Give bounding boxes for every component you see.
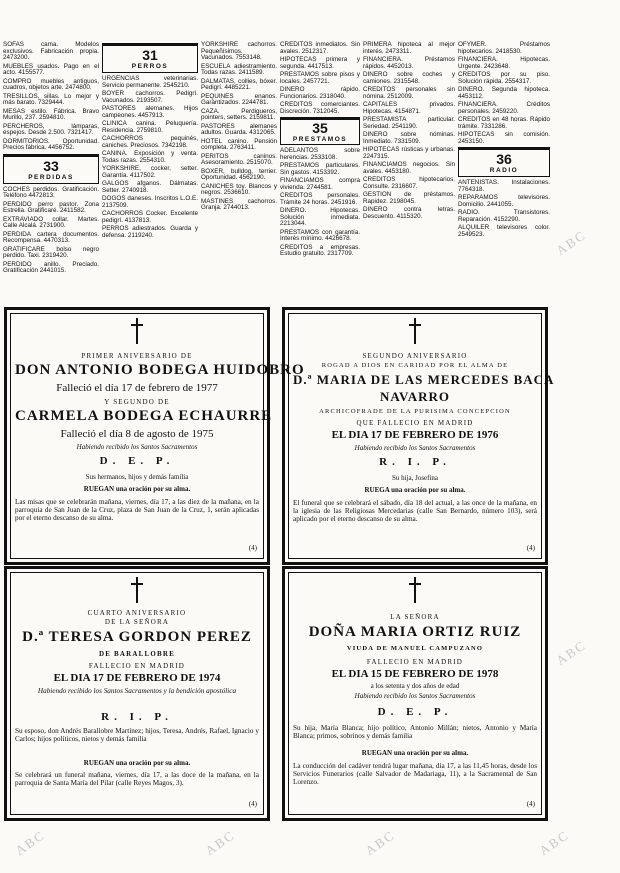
cross-icon	[409, 577, 421, 603]
classified-column-5	[363, 42, 455, 304]
classified-ad-text: YORKSHIRE, cocker, setter. Garantía. 4117502.	[102, 165, 198, 179]
classified-list-radio	[458, 180, 550, 238]
classified-ad	[201, 184, 277, 197]
classified-ad-text: CAPITALES privados. Hipotecas. 4154871.	[363, 101, 455, 115]
family: Sus hermanos, hijos y demás familia	[85, 473, 189, 481]
rip: R. I. P.	[379, 456, 451, 468]
classified-ad	[458, 180, 550, 193]
classified-ad	[102, 106, 198, 119]
classified-ad-text: DORMITORIOS. Oportunidad. Precios fábrica. 4456752.	[3, 137, 99, 152]
widow-of: VIUDA DE MANUEL CAMPUZANO	[346, 645, 484, 652]
classified-ad-text: CACHORROS Cocker. Excelente pedigrí. 4137813.	[102, 210, 198, 224]
classified-ad-text: FINANCIERA. Hipotecas. Urgente. 2423648.	[458, 56, 550, 70]
classified-ad-text: CREDITOS por su piso. Solución rápida. 2554317.	[458, 71, 550, 85]
classified-ad-text: RADIO. Transistores. Reparación. 4152290.	[458, 209, 550, 223]
abc-watermark: ABC	[202, 827, 238, 859]
classified-ad	[201, 199, 277, 212]
died-in: FALLECIO EN MADRID	[366, 658, 464, 666]
classified-ad	[201, 169, 277, 182]
classified-ad	[102, 226, 198, 239]
classified-ad-text: ALQUILER televisores color. 2549523.	[458, 224, 550, 238]
deceased-name: DOÑA MARIA ORTIZ RUIZ	[308, 624, 522, 640]
classified-ad-text: DALMATAS, collies, bóxer. Pedigrí. 4485221.	[201, 77, 277, 92]
classified-ad-text: DINERO. Segunda hipoteca. 4453112.	[458, 86, 550, 100]
section-header-perdidas	[3, 154, 99, 184]
classified-ad-text: HIPOTECAS sin comisión. 2453150.	[458, 131, 550, 145]
classified-ad	[280, 72, 360, 85]
classified-ad-text: PASTORES alemanes adultos. Guarda. 4312065.	[201, 122, 277, 137]
classified-ad-text: HOTEL canino. Pensión completa. 2763411.	[201, 137, 277, 152]
classified-list-prestamos-3	[458, 42, 550, 145]
death-date: EL DIA 17 DE FEBRERO DE 1976	[331, 429, 499, 441]
classified-ad	[280, 163, 360, 176]
classified-ad-text: URGENCIAS veterinarias. Servicio permanente. 2545210.	[102, 75, 198, 89]
classified-ad	[3, 217, 99, 230]
classified-ad-text: BOXER, bulldog, terrier. Oportunidad. 4562190.	[201, 167, 277, 182]
classified-ad-text: CREDITOS personales. Trámite 24 horas. 2451916.	[280, 192, 360, 206]
classified-ad-text: BOYER cachorros. Pedigrí. Vacunados. 2193507.	[102, 90, 198, 104]
section-title: PERDIDAS	[28, 173, 74, 181]
mass-details: El funeral que se celebrará el sábado, día 18 del actual, a las once de la mañana, en la iglesia de las Religiosas Mercedarias (calle San Bernardo, número 103), será aplicado por el eterno descanso de su alma.	[293, 499, 537, 523]
death-date: EL DIA 17 DE FEBRERO DE 1974	[53, 672, 221, 684]
classified-ad-text: HIPOTECAS rústicas y urbanas. 2247315.	[363, 146, 455, 160]
classified-ad	[458, 57, 550, 70]
classified-column-1	[3, 42, 99, 304]
classified-ad	[280, 245, 360, 258]
classified-ad	[102, 151, 198, 164]
section-header-perros	[102, 43, 198, 73]
classified-ad	[102, 121, 198, 134]
classified-ad-text: GALGOS afganos. Dálmatas. Setter. 2740918.	[102, 180, 198, 194]
rip: D. E. P.	[99, 455, 175, 467]
classified-ad	[3, 64, 99, 77]
classified-ad	[363, 132, 455, 145]
classified-ad-text: PERDIDO perro pastor. Zona Estrella. Gratificaré. 2411582.	[3, 200, 99, 215]
classified-ad-text: REPARAMOS televisores. Domicilio. 2441055.	[458, 194, 550, 208]
deceased-name: D.ª TERESA GORDON PEREZ	[22, 629, 252, 645]
died-in: QUE FALLECIO EN MADRID	[356, 419, 474, 427]
classified-ad	[201, 124, 277, 137]
sacraments: Habiendo recibido los Santos Sacramentos	[354, 444, 476, 452]
classified-ad-text: SOFAS cama. Modelos exclusivos. Fabricación propia. 2473200.	[3, 41, 99, 62]
classified-ad	[102, 76, 198, 89]
abc-watermark: ABC	[362, 827, 398, 859]
obituary-ortiz	[282, 566, 548, 821]
classified-ad	[3, 94, 99, 107]
classified-ad-text: TRESILLOS, sillas. Lo mejor y más barato. 7329444.	[3, 92, 99, 107]
classified-ad-text: CLINICA canina. Peluquería. Residencia. 2759810.	[102, 120, 198, 134]
classified-ad-text: CREDITOS inmediatos. Sin avales. 2512317.	[280, 41, 360, 55]
of-the-lady: DE LA SEÑORA	[104, 618, 170, 626]
classified-ad-text: PERCHEROS, lámparas, espejos. Desde 2.500. 7321417.	[3, 122, 99, 137]
family: Su esposo, don Andrés Barallobre Martínez; hijos, Teresa, Andrés, Rafael, Ignacio y Carlos; hijos políticos, nietos y demás familia	[15, 727, 259, 743]
notice-code: (4)	[526, 800, 535, 808]
anniversary-header: SEGUNDO ANIVERSARIO	[362, 352, 468, 360]
classified-ad	[363, 117, 455, 130]
classified-ad	[458, 42, 550, 55]
classified-ad-text: PRESTAMOS sobre pisos y locales. 2457721.	[280, 71, 360, 85]
classified-ad-text: PERDIDO anillo. Preciado. Gratificación 2441015.	[3, 260, 99, 275]
classified-ad-text: DOGOS daneses. Inscritos L.O.E. 2137509.	[102, 195, 198, 209]
family: Su hija, Josefina	[391, 474, 439, 482]
died-in: FALLECIO EN MADRID	[88, 662, 186, 670]
classified-ad-text: CREDITOS en 48 horas. Rápido trámite. 7331286.	[458, 116, 550, 130]
classified-ad	[280, 102, 360, 115]
classified-ad	[458, 195, 550, 208]
prayer-request: RUEGAN una oración por su alma.	[83, 485, 191, 493]
obituary-gordon	[4, 566, 270, 821]
classified-ad-text: DINERO rápido. Funcionarios. 2318040.	[280, 86, 360, 100]
classified-ad-text: FINANCIERA. Préstamos rápidos. 4452013.	[363, 56, 455, 70]
classified-ad-text: CANICHES toy. Blancos y negros. 2536610.	[201, 182, 277, 197]
classified-ad-text: PEQUINES enanos. Garantizados. 2244781.	[201, 92, 277, 107]
sacraments: Habiendo recibido los Santos Sacramentos y la bendición apostólica	[37, 687, 237, 695]
classified-ad-text: CREDITOS comerciantes. Discreción. 7312045.	[280, 101, 360, 115]
deceased-name: D.ª MARIA DE LAS MERCEDES BACA	[293, 372, 555, 387]
section-number: 33	[43, 157, 59, 174]
classified-ad-text: EXTRAVIADO collar. Martes. Calle Alcalá. 2731900.	[3, 215, 99, 230]
classified-ad	[363, 162, 455, 175]
classified-ad	[3, 247, 99, 260]
notice-code: (4)	[526, 544, 535, 552]
classified-list-perros-2	[201, 42, 277, 212]
classified-ad	[3, 232, 99, 245]
abc-watermark: ABC	[536, 827, 572, 859]
classified-ad	[280, 193, 360, 206]
classified-ad-text: FINANCIERA. Créditos personales. 2459220.	[458, 101, 550, 115]
classified-ad-text: DINERO. Hipotecas. Solución inmediata. 2213044.	[280, 207, 360, 228]
section-number: 35	[312, 120, 328, 136]
classified-ad	[458, 72, 550, 85]
deceased-name: DON ANTONIO BODEGA HUIDOBRO	[15, 362, 305, 378]
classified-ad-text: MUEBLES usados. Pago en el acto. 4155577.	[3, 62, 99, 77]
the-lady: LA SEÑORA	[390, 613, 440, 621]
prayer-request: RUEGAN una oración por su alma.	[361, 749, 469, 757]
classified-ad	[201, 139, 277, 152]
classified-ad-text: COCHES perdidos. Gratificación. Teléfono 4472813.	[3, 185, 99, 200]
classified-ad-text: PERITOS caninos. Asesoramiento. 2515070.	[201, 152, 277, 167]
classified-ad	[280, 230, 360, 243]
cross-icon	[409, 318, 421, 344]
classified-ad-text: DINERO contra letras. Descuento. 4115320.	[363, 206, 455, 220]
classified-ad-text: MASTINES cachorros. Granja. 2744013.	[201, 197, 277, 212]
classified-ad-text: CANINA. Exposición y venta. Todas razas. 2554310.	[102, 150, 198, 164]
classified-ad	[363, 42, 455, 55]
classified-list-perros	[102, 76, 198, 239]
classified-ad	[280, 42, 360, 55]
classified-list-prestamos	[280, 148, 360, 258]
classified-ad	[363, 147, 455, 160]
classified-list-4a	[280, 42, 360, 115]
section-title: RADIO	[489, 167, 519, 174]
abc-watermark: ABC	[12, 827, 48, 859]
classified-ad	[201, 154, 277, 167]
classified-ad	[458, 102, 550, 115]
classified-ad-text: PERDIDA cartera documentos. Recompensa. 4470313.	[3, 230, 99, 245]
classified-column-4	[280, 42, 360, 304]
classified-ad	[363, 192, 455, 205]
classified-ad	[458, 87, 550, 100]
classified-ad	[363, 72, 455, 85]
classified-ad-text: CACHORROS pequinés, caniches. Preciosos. 7342198.	[102, 135, 198, 149]
classified-ad-text: FINANCIAMOS negocios. Sin avales. 4453180.	[363, 161, 455, 175]
classified-ad-text: PRIMERA hipoteca al mejor interés. 2473311.	[363, 41, 455, 55]
classified-ad-text: ESCUELA adiestramiento. Todas razas. 2411589.	[201, 62, 277, 77]
cross-icon	[131, 577, 143, 603]
classified-ad	[458, 117, 550, 130]
classified-list-muebles	[3, 42, 99, 152]
cross-icon	[131, 318, 143, 344]
classified-ad-text: COMPRO muebles antiguos, cuadros, objetos arte. 2474800.	[3, 77, 99, 92]
classified-ad	[201, 64, 277, 77]
classified-ad-text: GRATIFICARE bolso negro perdido. Taxi. 2319420.	[3, 245, 99, 260]
title-sub: ARCHICOFRADE DE LA PURISIMA CONCEPCION	[319, 408, 511, 415]
prayer-line: ROGAD A DIOS EN CARIDAD POR EL ALMA DE	[321, 362, 509, 369]
death-date: EL DIA 15 DE FEBRERO DE 1978	[331, 668, 499, 680]
classified-ad-text: PERROS adiestrados. Guarda y defensa. 2119240.	[102, 225, 198, 239]
classified-column-6	[458, 42, 550, 304]
classified-ad	[458, 225, 550, 238]
family: Su hija, María Blanca; hijo político, Antonio Millán; nietos, Antonio y María Blanca; primos, sobrinos y demás familia	[293, 724, 537, 740]
classified-ad-text: CREDITOS a empresas. Estudio gratuito. 2317709.	[280, 243, 360, 258]
deceased-name-2: CARMELA BODEGA ECHAURRE	[15, 408, 273, 424]
classified-ad-text: PRESTAMISTA particular. Seriedad. 2541190.	[363, 116, 455, 130]
classified-ad	[102, 196, 198, 209]
classified-ad	[3, 79, 99, 92]
notice-code: (4)	[248, 800, 257, 808]
classified-ad-text: HIPOTECAS primera y segunda. 4417513.	[280, 56, 360, 70]
classified-column-2	[102, 42, 198, 304]
classified-ad	[102, 91, 198, 104]
classified-ad	[3, 139, 99, 152]
and-second: Y SEGUNDO DE	[104, 398, 170, 406]
prayer-request: RUEGA una oración por su alma.	[364, 486, 466, 494]
abc-watermark: ABC	[553, 637, 589, 669]
classified-ad	[102, 166, 198, 179]
classified-ad	[458, 210, 550, 223]
sacraments: Habiendo recibido los Santos Sacramentos	[354, 692, 476, 700]
classified-ad	[3, 124, 99, 137]
notice-code: (4)	[248, 544, 257, 552]
classified-ad	[363, 207, 455, 220]
classified-ad	[102, 181, 198, 194]
classified-ad	[280, 87, 360, 100]
section-header-radio	[458, 147, 550, 177]
rip: R. I. P.	[101, 711, 173, 723]
classified-ad-text: ADELANTOS sobre herencias. 2533108.	[280, 147, 360, 161]
rip: D. E. P.	[377, 706, 453, 718]
classified-ad-text: YORKSHIRE cachorros. Pequeñísimos. Vacunados. 7553148.	[201, 41, 277, 62]
classified-ad	[3, 42, 99, 62]
classified-ad	[201, 109, 277, 122]
classified-ad	[3, 262, 99, 275]
section-number: 31	[142, 47, 158, 63]
classified-ad-text: PRESTAMOS particulares. Sin gastos. 4153392.	[280, 162, 360, 176]
section-title: PRESTAMOS	[292, 136, 348, 143]
anniversary-header: CUARTO ANIVERSARIO	[87, 609, 187, 617]
classified-column-3	[201, 42, 277, 304]
classified-ad	[280, 208, 360, 228]
classified-ad-text: DINERO sobre nóminas. Inmediato. 7331509.	[363, 131, 455, 145]
obituary-baca	[282, 307, 555, 565]
section-header-prestamos	[280, 117, 360, 145]
section-title: PERROS	[131, 63, 169, 70]
classified-ad	[363, 57, 455, 70]
mass-details: Se celebrará un funeral mañana, viernes, día 17, a las doce de la mañana, en la parroquia de Santa María del Pilar (calle Reyes Magos, 3).	[15, 771, 259, 787]
classified-ad	[280, 178, 360, 191]
classified-ad-text: CREDITOS personales sin nómina. 2512009.	[363, 86, 455, 100]
mass-details: Las misas que se celebrarán mañana, viernes, día 17, a las diez de la mañana, en la parroquia de San Juan de la Cruz, plaza de San Juan de la Cruz, 1, serán aplicadas por el eterno descanso de su alma.	[15, 498, 259, 522]
obituary-bodega	[4, 307, 305, 565]
classified-ad-text: GESTION de préstamos. Rapidez. 2198045.	[363, 191, 455, 205]
classified-ad	[102, 136, 198, 149]
classified-ad-text: OFYMER. Préstamos hipotecarios. 2418530.	[458, 41, 550, 55]
classified-ad	[280, 148, 360, 161]
title-sub: DE BARALLOBRE	[98, 650, 176, 658]
classified-ad-text: FINANCIAMOS compra vivienda. 2744581.	[280, 177, 360, 191]
classified-ad	[3, 202, 99, 215]
classified-list-prestamos-2	[363, 42, 455, 220]
classified-ad-text: PRESTAMOS con garantía. Interés mínimo. 4426678.	[280, 228, 360, 243]
classified-ad	[3, 187, 99, 200]
prayer-request: RUEGAN una oración por su alma.	[83, 759, 191, 767]
classified-ad-text: ANTENISTAS. Instalaciones. 7764318.	[458, 179, 550, 193]
classified-ad	[3, 109, 99, 122]
classified-ad	[102, 211, 198, 224]
death-date: Falleció el día 17 de febrero de 1977	[56, 382, 218, 394]
classified-ad-text: PASTORES alemanes. Hijos campeones. 4457913.	[102, 105, 198, 119]
classified-ad	[458, 132, 550, 145]
age: a los setenta y dos años de edad	[370, 682, 460, 690]
funeral-details: La conducción del cadáver tendrá lugar mañana, día 17, a las 11,45 horas, desde los Servicios Funerarios (calle Salvador de Madariaga, 11), a la Sacramental de San Lorenzo.	[293, 762, 537, 786]
classified-list-perdidas	[3, 187, 99, 275]
anniversary-header: PRIMER ANIVERSARIO DE	[81, 352, 193, 360]
classified-ad-text: CREDITOS hipotecarios. Consulte. 2316607.	[363, 176, 455, 190]
classified-ad-text: CAZA. Perdigueros, pointers, setters. 2159811.	[201, 107, 277, 122]
classified-ad	[201, 42, 277, 62]
section-number: 36	[496, 151, 512, 167]
classified-ad-text: MESAS estilo. Fábrica. Bravo Murillo, 237. 2594810.	[3, 107, 99, 122]
classified-ad	[363, 177, 455, 190]
classified-ad	[363, 87, 455, 100]
classified-ad	[280, 57, 360, 70]
death-date-2: Falleció el día 8 de agosto de 1975	[60, 428, 214, 440]
classified-ad-text: DINERO sobre coches y camiones. 2315548.	[363, 71, 455, 85]
classified-ad	[363, 102, 455, 115]
classified-ad	[201, 94, 277, 107]
sacraments: Habiendo recibido los Santos Sacramentos	[76, 443, 198, 451]
classified-ad	[201, 79, 277, 92]
deceased-name-cont: NAVARRO	[379, 389, 451, 404]
abc-watermark: ABC	[553, 227, 589, 259]
